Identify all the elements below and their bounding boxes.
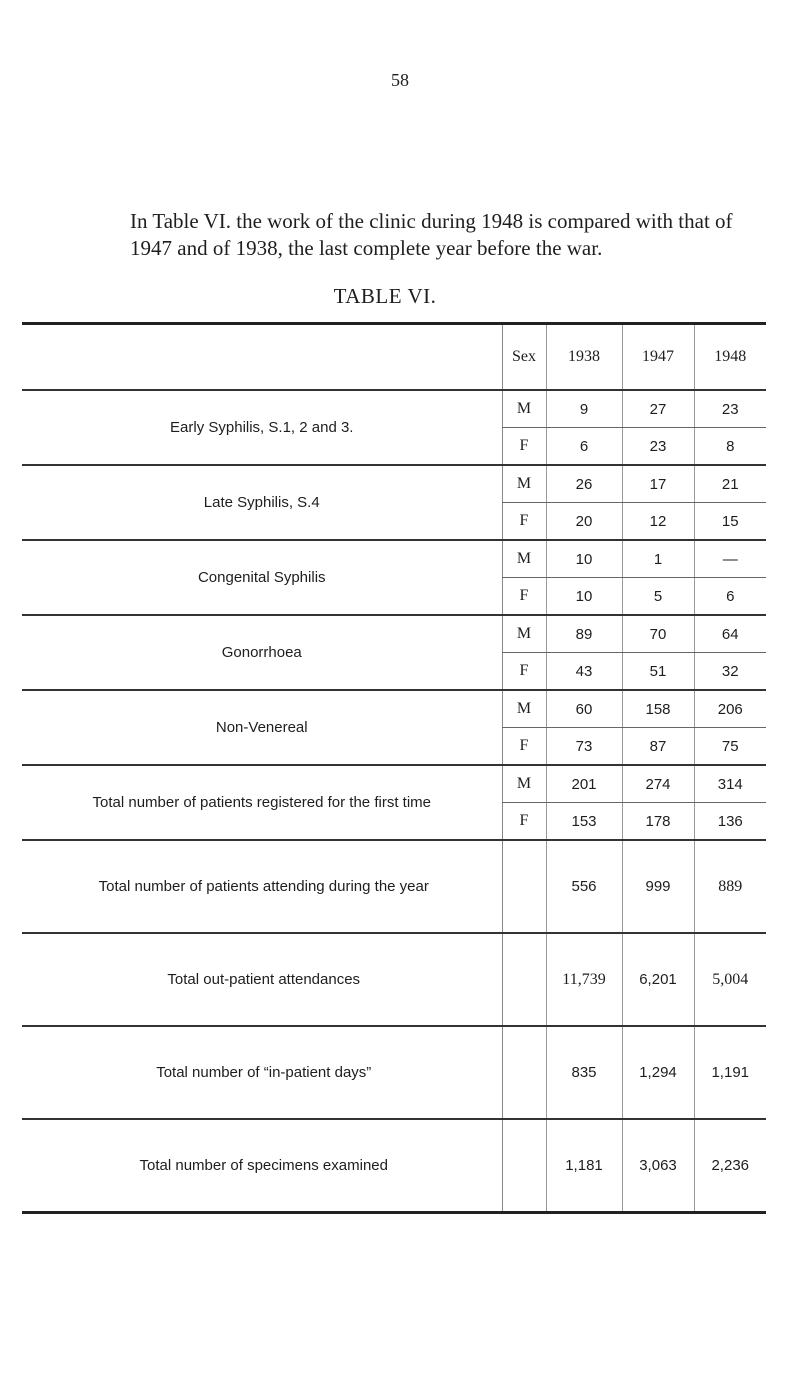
value-cell: 6	[694, 578, 766, 616]
value-cell: 87	[622, 728, 694, 766]
value-cell: 999	[622, 840, 694, 933]
value-cell: 158	[622, 690, 694, 728]
table-row	[22, 690, 766, 728]
value-cell: 73	[546, 728, 622, 766]
value-cell: 1,181	[546, 1119, 622, 1213]
value-cell: 10	[546, 578, 622, 616]
sex-cell: M	[502, 540, 546, 578]
header-1938: 1938	[546, 324, 622, 391]
value-cell: 8	[694, 428, 766, 466]
header-row	[22, 324, 766, 391]
row-label-registered-first-time: Total number of patients registered for the first time	[22, 765, 502, 840]
table-vi	[22, 322, 766, 1214]
header-1948: 1948	[694, 324, 766, 391]
table-row	[22, 465, 766, 503]
value-cell: 43	[546, 653, 622, 691]
row-label-inpatient-days: Total number of “in-patient days”	[22, 1026, 502, 1119]
value-cell: 60	[546, 690, 622, 728]
table-row	[22, 765, 766, 803]
intro-paragraph: In Table VI. the work of the clinic during 1948 is compared with that of 1947 and of 1938, the last complete year before the war.	[130, 209, 733, 260]
value-cell: 10	[546, 540, 622, 578]
row-label-gonorrhoea: Gonorrhoea	[22, 615, 502, 690]
value-cell: 3,063	[622, 1119, 694, 1213]
value-cell: 17	[622, 465, 694, 503]
sex-cell: M	[502, 765, 546, 803]
value-cell: 11,739	[546, 933, 622, 1026]
value-cell: 51	[622, 653, 694, 691]
value-cell: 1,191	[694, 1026, 766, 1119]
value-cell: 6,201	[622, 933, 694, 1026]
value-cell: 835	[546, 1026, 622, 1119]
sex-cell: F	[502, 653, 546, 691]
table-row	[22, 933, 766, 1026]
value-cell: 178	[622, 803, 694, 841]
value-cell: 5,004	[694, 933, 766, 1026]
value-cell: 89	[546, 615, 622, 653]
value-cell: 20	[546, 503, 622, 541]
value-cell: 1,294	[622, 1026, 694, 1119]
value-cell: 206	[694, 690, 766, 728]
sex-cell: M	[502, 615, 546, 653]
value-cell: 21	[694, 465, 766, 503]
sex-cell-empty	[502, 933, 546, 1026]
value-cell: 889	[694, 840, 766, 933]
table-row	[22, 840, 766, 933]
sex-cell: F	[502, 428, 546, 466]
table-row	[22, 1119, 766, 1213]
value-cell: —	[694, 540, 766, 578]
sex-cell-empty	[502, 840, 546, 933]
value-cell: 2,236	[694, 1119, 766, 1213]
table-row	[22, 615, 766, 653]
value-cell: 64	[694, 615, 766, 653]
table-row	[22, 540, 766, 578]
value-cell: 75	[694, 728, 766, 766]
row-label-congenital-syphilis: Congenital Syphilis	[22, 540, 502, 615]
header-blank	[22, 324, 502, 391]
value-cell: 27	[622, 390, 694, 428]
value-cell: 1	[622, 540, 694, 578]
value-cell: 136	[694, 803, 766, 841]
value-cell: 32	[694, 653, 766, 691]
table-row	[22, 1026, 766, 1119]
header-sex: Sex	[502, 324, 546, 391]
value-cell: 201	[546, 765, 622, 803]
sex-cell: F	[502, 578, 546, 616]
row-label-specimens: Total number of specimens examined	[139, 1157, 388, 1174]
row-label-late-syphilis: Late Syphilis, S.4	[22, 465, 502, 540]
value-cell: 274	[622, 765, 694, 803]
value-cell: 26	[546, 465, 622, 503]
value-cell: 9	[546, 390, 622, 428]
sex-cell: F	[502, 728, 546, 766]
sex-cell-empty	[502, 1026, 546, 1119]
row-label-outpatient: Total out-patient attendances	[22, 933, 502, 1026]
value-cell: 314	[694, 765, 766, 803]
row-label-early-syphilis: Early Syphilis, S.1, 2 and 3.	[22, 390, 502, 465]
value-cell: 556	[546, 840, 622, 933]
sex-cell: M	[502, 390, 546, 428]
sex-cell: F	[502, 803, 546, 841]
value-cell: 5	[622, 578, 694, 616]
value-cell: 6	[546, 428, 622, 466]
table-title: TABLE VI.	[333, 284, 437, 308]
sex-cell: F	[502, 503, 546, 541]
table-row	[22, 390, 766, 428]
row-label-non-venereal: Non-Venereal	[22, 690, 502, 765]
page-number: 58	[391, 70, 409, 90]
value-cell: 153	[546, 803, 622, 841]
sex-cell-empty	[502, 1119, 546, 1213]
value-cell: 12	[622, 503, 694, 541]
value-cell: 70	[622, 615, 694, 653]
sex-cell: M	[502, 465, 546, 503]
value-cell: 15	[694, 503, 766, 541]
row-label-attending: Total number of patients attending during the year	[22, 840, 502, 933]
header-1947: 1947	[622, 324, 694, 391]
value-cell: 23	[622, 428, 694, 466]
value-cell: 23	[694, 390, 766, 428]
sex-cell: M	[502, 690, 546, 728]
